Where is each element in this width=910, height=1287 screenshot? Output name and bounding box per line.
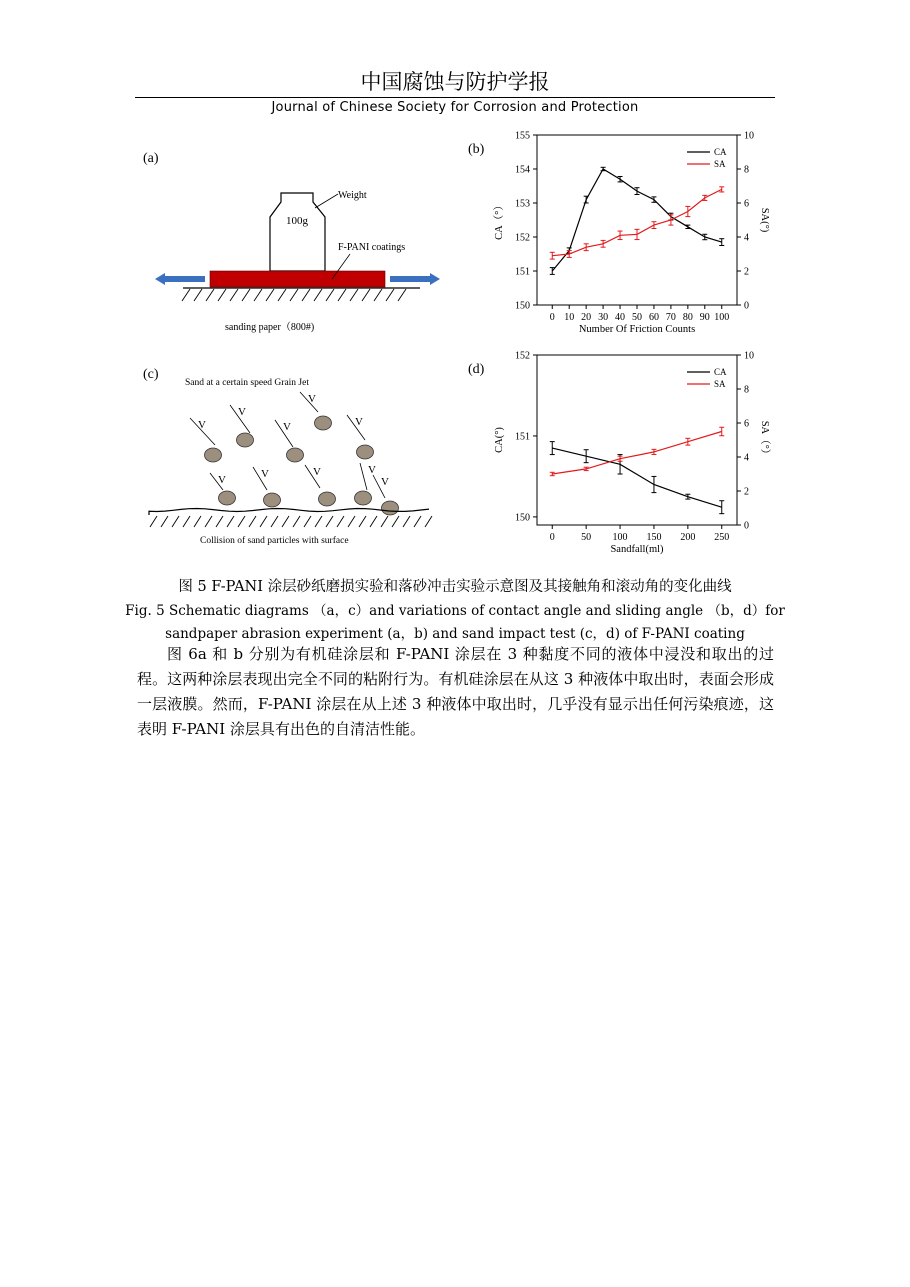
panel-a-schematic bbox=[135, 138, 455, 343]
velocity-label: V bbox=[198, 419, 206, 431]
sand-particle bbox=[382, 501, 399, 515]
x-tick-label: 200 bbox=[680, 532, 696, 543]
y-left-axis-label: CA（°） bbox=[494, 200, 505, 240]
hatch-line bbox=[194, 516, 201, 527]
x-tick-label: 100 bbox=[714, 312, 730, 323]
hatch-line bbox=[242, 289, 250, 301]
x-tick-label: 40 bbox=[615, 312, 626, 323]
x-tick-label: 0 bbox=[549, 312, 555, 323]
velocity-label: V bbox=[261, 468, 269, 480]
journal-title-cn: 中国腐蚀与防护学报 bbox=[360, 70, 550, 94]
x-tick-label: 150 bbox=[646, 532, 662, 543]
journal-title-en: Journal of Chinese Society for Corrosion and Protection bbox=[271, 100, 639, 115]
x-tick-label: 30 bbox=[598, 312, 609, 323]
y-right-tick-label: 4 bbox=[744, 452, 749, 464]
hatch-line bbox=[315, 516, 322, 527]
velocity-label: V bbox=[308, 393, 316, 405]
hatch-line bbox=[337, 516, 344, 527]
hatch-line bbox=[172, 516, 179, 527]
hatch-line bbox=[398, 289, 406, 301]
right-arrow bbox=[390, 273, 440, 285]
hatch-line bbox=[183, 516, 190, 527]
x-tick-label: 50 bbox=[632, 312, 642, 323]
sand-particle bbox=[319, 492, 336, 506]
y-right-tick-label: 0 bbox=[744, 520, 749, 532]
velocity-label: V bbox=[313, 466, 321, 478]
left-arrow bbox=[155, 273, 205, 285]
y-left-tick-label: 151 bbox=[515, 266, 530, 278]
hatch-line bbox=[374, 289, 382, 301]
hatch-line bbox=[392, 516, 399, 527]
caption-en-line1: Fig. 5 Schematic diagrams （a，c）and variations of contact angle and sliding angle （b，d）for bbox=[125, 603, 785, 619]
chart-d bbox=[460, 345, 780, 560]
sand-particle bbox=[315, 416, 332, 430]
x-tick-label: 90 bbox=[699, 312, 710, 323]
chart-b bbox=[460, 125, 780, 340]
velocity-label: V bbox=[355, 416, 363, 428]
weight-label: Weight bbox=[338, 190, 367, 201]
body-paragraph: 图 6a 和 b 分别为有机硅涂层和 F-PANI 涂层在 3 种黏度不同的液体中浸没和取出的过程。这两种涂层表现出完全不同的粘附行为。有机硅涂层在从这 3 种液体中取出时，表面会形成一层液膜。然而，F-PANI 涂层在从上述 3 种液体中取出时，几乎没有显示出任何污染痕迹，这表明 F-PANI 涂层具有出色的自清洁性能。 bbox=[137, 645, 774, 738]
coating-bar bbox=[210, 271, 385, 287]
hatch-line bbox=[386, 289, 394, 301]
x-tick-label: 60 bbox=[648, 312, 659, 323]
legend-label-sa: SA bbox=[714, 379, 726, 389]
y-left-tick-label: 154 bbox=[515, 164, 530, 176]
hatch-line bbox=[370, 516, 377, 527]
chart-panel-label: (d) bbox=[468, 362, 485, 377]
x-axis-label: Number Of Friction Counts bbox=[578, 324, 696, 335]
weight-mass-label: 100g bbox=[286, 215, 308, 227]
data-point-sa bbox=[719, 187, 724, 192]
y-left-axis-label: CA(°) bbox=[494, 427, 505, 453]
sand-particle bbox=[264, 493, 281, 507]
x-tick-label: 50 bbox=[581, 532, 592, 543]
x-tick-label: 250 bbox=[714, 532, 730, 543]
x-tick-label: 100 bbox=[612, 532, 628, 543]
velocity-label: V bbox=[381, 476, 389, 488]
y-left-tick-label: 150 bbox=[515, 300, 530, 312]
y-right-tick-label: 10 bbox=[744, 350, 754, 362]
legend-label-ca: CA bbox=[714, 147, 727, 157]
header-rule bbox=[135, 97, 775, 98]
y-right-tick-label: 8 bbox=[744, 384, 749, 396]
hatch-line bbox=[227, 516, 234, 527]
sand-jet-label: Sand at a certain speed Grain Jet bbox=[185, 378, 309, 388]
hatch-line bbox=[350, 289, 358, 301]
plot-frame bbox=[537, 355, 737, 525]
legend-label-ca: CA bbox=[714, 367, 727, 377]
series-line-sa bbox=[552, 189, 721, 255]
hatch-line bbox=[314, 289, 322, 301]
series-line-ca bbox=[552, 169, 721, 271]
hatch-line bbox=[403, 516, 410, 527]
x-tick-label: 20 bbox=[581, 312, 592, 323]
hatch-line bbox=[290, 289, 298, 301]
sand-particle bbox=[355, 491, 372, 505]
series-line-sa bbox=[552, 432, 721, 475]
y-left-tick-label: 150 bbox=[515, 512, 530, 524]
hatch-line bbox=[161, 516, 168, 527]
series-line-ca bbox=[552, 448, 721, 507]
sand-particle bbox=[237, 433, 254, 447]
y-right-tick-label: 2 bbox=[744, 266, 749, 278]
hatch-line bbox=[414, 516, 421, 527]
hatch-line bbox=[282, 516, 289, 527]
sanding-paper-hatch bbox=[182, 289, 406, 301]
hatch-line bbox=[304, 516, 311, 527]
sand-particle bbox=[205, 448, 222, 462]
y-left-tick-label: 153 bbox=[515, 198, 530, 210]
y-right-tick-label: 0 bbox=[744, 300, 749, 312]
coating-label: F-PANI coatings bbox=[338, 242, 406, 253]
sand-particle bbox=[287, 448, 304, 462]
hatch-line bbox=[326, 289, 334, 301]
sand-particles bbox=[190, 392, 399, 515]
y-left-tick-label: 151 bbox=[515, 431, 530, 443]
chart-panel-label: (b) bbox=[468, 142, 485, 157]
hatch-line bbox=[249, 516, 256, 527]
plot-frame bbox=[537, 135, 737, 305]
panel-c-schematic bbox=[135, 355, 455, 555]
hatch-line bbox=[271, 516, 278, 527]
panel-a-label: (a) bbox=[143, 151, 159, 166]
weight-leader bbox=[315, 194, 338, 208]
x-tick-label: 0 bbox=[549, 532, 555, 543]
hatch-line bbox=[206, 289, 214, 301]
velocity-label: V bbox=[238, 406, 246, 418]
x-tick-label: 80 bbox=[682, 312, 693, 323]
hatch-line bbox=[150, 516, 157, 527]
y-right-tick-label: 2 bbox=[744, 486, 749, 498]
y-right-tick-label: 4 bbox=[744, 232, 749, 244]
y-right-tick-label: 6 bbox=[744, 418, 749, 430]
x-tick-label: 70 bbox=[665, 312, 676, 323]
caption-en-line2: sandpaper abrasion experiment (a，b) and sand impact test (c，d) of F-PANI coating bbox=[165, 626, 745, 642]
data-point-ca bbox=[635, 188, 640, 195]
hatch-line bbox=[266, 289, 274, 301]
collision-label: Collision of sand particles with surface bbox=[200, 536, 349, 546]
y-right-tick-label: 10 bbox=[744, 130, 754, 142]
hatch-line bbox=[381, 516, 388, 527]
hatch-line bbox=[293, 516, 300, 527]
y-right-tick-label: 8 bbox=[744, 164, 749, 176]
hatch-line bbox=[230, 289, 238, 301]
velocity-label: V bbox=[283, 421, 291, 433]
sanding-paper-label: sanding paper（800#) bbox=[225, 322, 315, 333]
y-left-tick-label: 152 bbox=[515, 232, 530, 244]
weight-block bbox=[270, 193, 325, 271]
x-axis-label: Sandfall(ml) bbox=[610, 544, 664, 555]
x-tick-label: 10 bbox=[564, 312, 575, 323]
y-right-axis-label: SA(°) bbox=[759, 207, 770, 233]
hatch-line bbox=[348, 516, 355, 527]
hatch-line bbox=[362, 289, 370, 301]
surface-hatch bbox=[150, 516, 432, 527]
panel-c-label: (c) bbox=[143, 367, 159, 382]
hatch-line bbox=[425, 516, 432, 527]
sand-particle bbox=[357, 445, 374, 459]
hatch-line bbox=[216, 516, 223, 527]
y-left-tick-label: 152 bbox=[515, 350, 530, 362]
y-left-tick-label: 155 bbox=[515, 130, 530, 142]
hatch-line bbox=[238, 516, 245, 527]
hatch-line bbox=[338, 289, 346, 301]
hatch-line bbox=[326, 516, 333, 527]
y-right-tick-label: 6 bbox=[744, 198, 749, 210]
hatch-line bbox=[254, 289, 262, 301]
hatch-line bbox=[182, 289, 190, 301]
data-point-sa bbox=[685, 206, 690, 216]
velocity-label: V bbox=[368, 464, 376, 476]
legend-label-sa: SA bbox=[714, 159, 726, 169]
y-right-axis-label: SA（°） bbox=[759, 420, 770, 460]
hatch-line bbox=[260, 516, 267, 527]
hatch-line bbox=[218, 289, 226, 301]
hatch-line bbox=[359, 516, 366, 527]
hatch-line bbox=[278, 289, 286, 301]
hatch-line bbox=[194, 289, 202, 301]
velocity-arrow bbox=[360, 463, 367, 490]
hatch-line bbox=[302, 289, 310, 301]
hatch-line bbox=[205, 516, 212, 527]
caption-cn: 图 5 F-PANI 涂层砂纸磨损实验和落砂冲击实验示意图及其接触角和滚动角的变化曲线 bbox=[178, 579, 732, 595]
velocity-label: V bbox=[218, 474, 226, 486]
sand-particle bbox=[219, 491, 236, 505]
